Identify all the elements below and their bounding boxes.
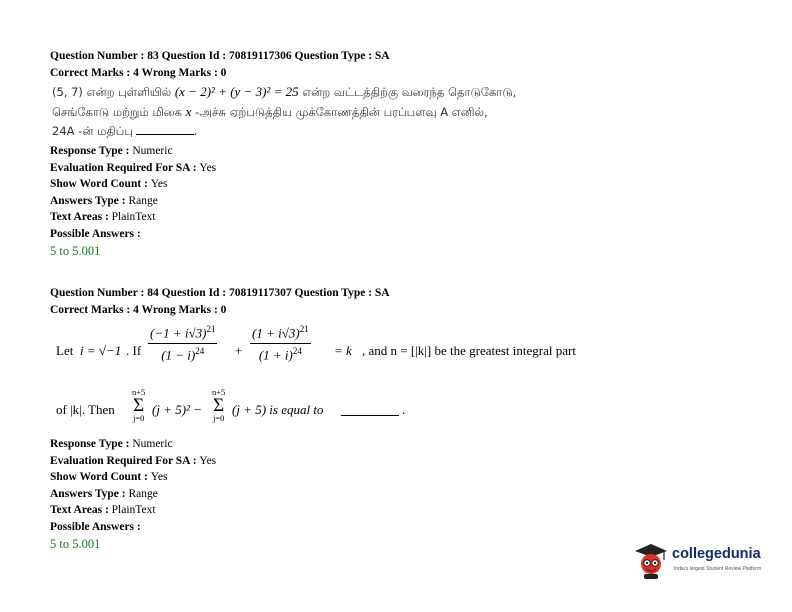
response-type: Numeric [132,145,173,157]
response-type: Numeric [132,438,173,450]
question-line-2: செங்கோடு மற்றும் மிகை x -அச்சு ஏற்படுத்திய முக்கோணத்தின் பரப்பளவு A எனில், [52,104,488,119]
possible-answers-value: 5 to 5.001 [50,244,101,258]
text-areas: PlainText [111,211,156,223]
show-word-count: Yes [150,471,168,483]
answer-blank [136,134,194,135]
fraction-2: $\frac{(1 + i√3)^{21}}{(1 + i)^{24}}$ [252,324,309,363]
evaluation-required: Yes [199,161,217,174]
marks-line: Correct Marks : 4 Wrong Marks : 0 [50,303,227,316]
question-line-1: (5, 7) என்ற புள்ளியில் (x − 2)² + (y − 3)² = 25 என்ற வட்டத்திற்கு வரைந்த தொடுகோடு, [52,84,517,99]
question-text [52,82,750,141]
text-areas: PlainText [111,504,156,516]
evaluation-required: Yes [199,454,217,467]
logo-tagline: India's largest Student Review Platform [674,566,762,572]
possible-answers-label: Possible Answers : [50,227,141,240]
graduate-mascot-icon [634,542,668,580]
fraction-1: $\frac{(-1 + i√3)^{21}}{(1 - i)^{24}}$ [150,324,216,363]
marks-line: Correct Marks : 4 Wrong Marks : 0 [50,66,227,79]
answers-type: Range [128,487,158,500]
question-header: Question Number : 83 Question Id : 70819117306 Question Type : SA [50,50,390,62]
question-math: Let i = √−1 . If $\frac{(-1 + i√3)^{21}}{(1 - i)^{24}}$ + $\frac{(1 + i√3)^{21}}{(1 + i)^{24}}$ = k , and n = [|k|] be the greatest integral part of |k|. Then n+5 Σ j=0 (j + 5)² − n+5 Σ j=0 (j + 5) is equal to . [56,324,576,423]
collegedunia-logo [634,540,764,584]
question-84: Question Number : 84 Question Id : 70819117307 Question Type : SA Correct Marks : 4 Wrong Marks : 0 Let i = √−1 . If $\frac{(-1 + i√3)^{21}}{(1 - i)^{24}}$ + $\frac{(1 + i√3)^{21}}{(1 + i)^{24}}$ = k , and n = [|k|] be the greatest integral part of |k|. Then n+5 Σ j=0 (j + 5)² − n+5 Σ j=0 (j + 5) is equal to . Response Type : Numeric Evaluation Required For SA : Yes Show Word Count : Yes Answers Type : Range Text Areas : PlainText Possible Answers : 5 to 5.001 [50,285,750,553]
imaginary-unit-def: i = √−1 [80,343,122,358]
question-83: Question Number : 83 Question Id : 70819117306 Question Type : SA Correct Marks : 4 Wrong Marks : 0 (5, 7) என்ற புள்ளியில் (x − 2)² + (y − 3)² = 25 என்ற வட்டத்திற்கு வரைந்த தொடுகோடு, செங்கோடு மற்றும் மிகை x -அச்சு ஏற்படுத்திய முக்கோணத்தின் பரப்பளவு A எனில், 24A -ன் மதிப்பு . Response Type : Numeric Evaluation Required For SA : Yes Show Word Count : Yes Answers Type : Range Text Areas : PlainText Possible Answers : 5 to 5.001 [50,48,750,260]
question-header: Question Number : 84 Question Id : 70819117307 Question Type : SA [50,287,390,299]
answer-blank [341,415,399,416]
question-line-3: 24A -ன் மதிப்பு . [52,124,198,138]
possible-answers-value: 5 to 5.001 [50,537,101,551]
answers-type: Range [128,194,158,207]
summation-2: n+5 Σ j=0 [212,387,226,423]
logo-name: collegedunia [672,546,761,562]
show-word-count: Yes [150,178,168,190]
summation-1: n+5 Σ j=0 [132,387,146,423]
possible-answers-label: Possible Answers : [50,520,141,533]
